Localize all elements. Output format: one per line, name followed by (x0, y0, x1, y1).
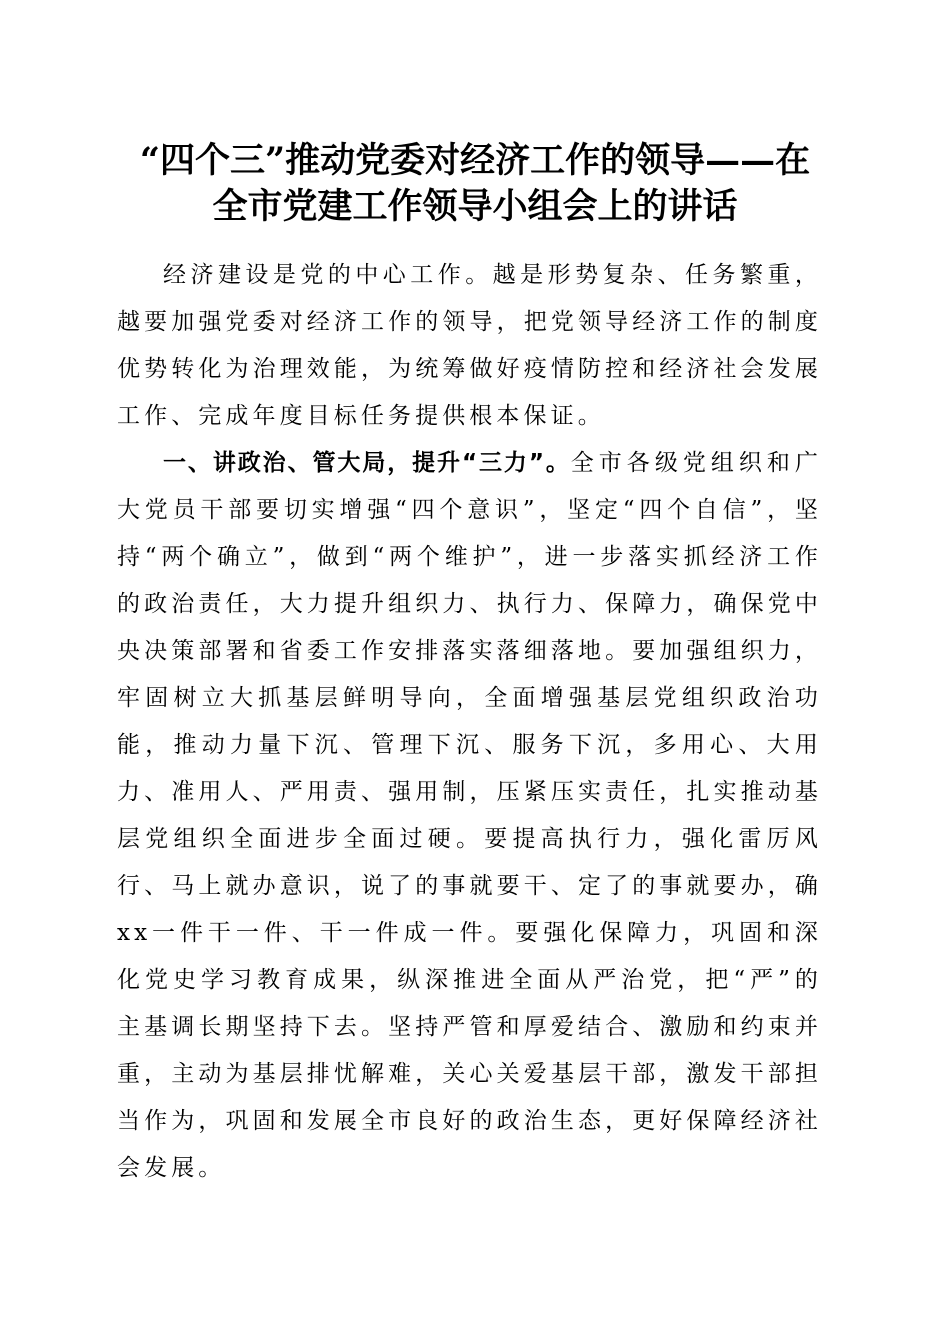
section-1-paragraph (117, 440, 822, 1192)
section-1-text: 全市各级党组织和广大党员干部要切实增强“四个意识”，坚定“四个自信”，坚持“两个确立”，做到“两个维护”，进一步落实抓经济工作的政治责任，大力提升组织力、执行力、保障力，确保党中央决策部署和省委工作安排落实落细落地。要加强组织力，牢固树立大抓基层鲜明导向，全面增强基层党组织政治功能，推动力量下沉、管理下沉、服务下沉，多用心、大用力、准用人、严用责、强用制，压紧压实责任，扎实推动基层党组织全面进步全面过硬。要提高执行力，强化雷厉风行、马上就办意识，说了的事就要干、定了的事就要办，确xx一件干一件、干一件成一件。要强化保障力，巩固和深化党史学习教育成果，纵深推进全面从严治党，把“严”的主基调长期坚持下去。坚持严管和厚爱结合、激励和约束并重，主动为基层排忧解难，关心关爱基层干部，激发干部担当作为，巩固和发展全市良好的政治生态，更好保障经济社会发展。 (117, 450, 822, 1181)
title-line-1: “四个三”推动党委对经济工作的领导——在 (139, 140, 811, 181)
section-1-heading: 一、讲政治、管大局，提升“三力”。 (163, 450, 571, 476)
intro-paragraph: 经济建设是党的中心工作。越是形势复杂、任务繁重，越要加强党委对经济工作的领导，把党领导经济工作的制度优势转化为治理效能，为统筹做好疫情防控和经济社会发展工作、完成年度目标任务提供根本保证。 (117, 262, 822, 429)
document-body (117, 252, 822, 1192)
title-line-2: 全市党建工作领导小组会上的讲话 (212, 186, 738, 227)
document-title (110, 138, 840, 230)
